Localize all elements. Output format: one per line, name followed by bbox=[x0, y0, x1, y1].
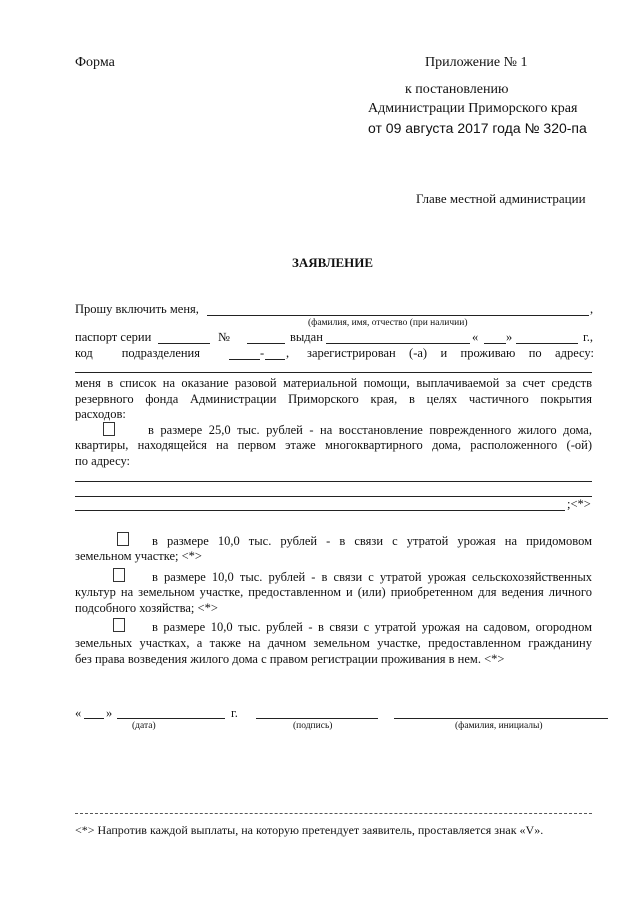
code-comma: , bbox=[286, 346, 290, 360]
footnote-divider bbox=[75, 813, 592, 814]
sign-year-suffix: г. bbox=[231, 706, 238, 720]
sign-quote-open: « bbox=[75, 706, 82, 720]
registered-label: зарегистрирован (-а) и проживаю по адресу: bbox=[307, 346, 594, 360]
option-1-checkbox[interactable] bbox=[103, 422, 115, 436]
division-code-part1[interactable] bbox=[229, 359, 260, 360]
division-code-part2[interactable] bbox=[265, 359, 285, 360]
issued-by-field[interactable] bbox=[326, 343, 470, 344]
sign-day-field[interactable] bbox=[84, 718, 104, 719]
quote-close: » bbox=[506, 330, 513, 344]
option-1-line-2: квартиры, находящейся на первом этаже многоквартирного дома, расположенного (-ой) bbox=[75, 438, 592, 452]
option-4-line-3: без права возведения жилого дома с правом регистрации проживания в нем. <*> bbox=[75, 652, 505, 666]
option-2-line-1: в размере 10,0 тыс. рублей - в связи с утратой урожая на придомовом bbox=[152, 534, 592, 548]
appendix-resolution: к постановлению bbox=[405, 82, 509, 97]
quote-open: « bbox=[472, 330, 479, 344]
option-1-line-1: в размере 25,0 тыс. рублей - на восстановление поврежденного жилого дома, bbox=[148, 423, 592, 437]
passport-series-field[interactable] bbox=[158, 343, 210, 344]
name-caption: (фамилия, инициалы) bbox=[455, 721, 543, 731]
division-code-label: код подразделения bbox=[75, 346, 200, 360]
option-1-footnote-mark: ;<*> bbox=[567, 497, 591, 511]
appendix-date: от 09 августа 2017 года № 320-па bbox=[368, 120, 587, 136]
comma: , bbox=[590, 302, 594, 316]
fullname-caption: (фамилия, имя, отчество (при наличии) bbox=[308, 318, 468, 328]
sign-month-year-field[interactable] bbox=[117, 718, 225, 719]
option-4-line-2: земельных участках, а также на дачном земельном участке, предоставленном гражданину bbox=[75, 636, 592, 650]
code-dash: - bbox=[260, 346, 265, 360]
footnote-text: <*> Напротив каждой выплаты, на которую претендует заявитель, проставляется знак «V». bbox=[75, 823, 544, 837]
date-caption: (дата) bbox=[132, 721, 156, 731]
option-1-address-line-2[interactable] bbox=[75, 496, 592, 497]
appendix-authority: Администрации Приморского края bbox=[368, 101, 578, 116]
issue-month-year-field[interactable] bbox=[516, 343, 578, 344]
passport-number-label: № bbox=[218, 330, 230, 344]
name-initials-field[interactable] bbox=[394, 718, 608, 719]
signature-field[interactable] bbox=[256, 718, 378, 719]
issued-label: выдан bbox=[290, 330, 323, 344]
option-2-checkbox[interactable] bbox=[117, 532, 129, 546]
signature-caption: (подпись) bbox=[293, 721, 333, 731]
purpose-line-2: резервного фонда Администрации Приморского края, в целях частичного покрытия bbox=[75, 392, 592, 406]
passport-series-label: паспорт серии bbox=[75, 330, 152, 344]
year-suffix: г., bbox=[583, 330, 593, 344]
fullname-field[interactable] bbox=[207, 315, 589, 316]
option-1-address-line-3[interactable] bbox=[75, 510, 565, 511]
option-3-checkbox[interactable] bbox=[113, 568, 125, 582]
option-3-line-2: культур на земельном участке, предоставленном и (или) приобретенном для ведения личного bbox=[75, 585, 592, 599]
purpose-line-1: меня в список на оказание разовой материальной помощи, выплачиваемой за счет средств bbox=[75, 376, 592, 390]
option-3-line-3: подсобного хозяйства; <*> bbox=[75, 601, 218, 615]
passport-number-field[interactable] bbox=[247, 343, 285, 344]
address-field[interactable] bbox=[75, 372, 592, 373]
issue-day-field[interactable] bbox=[484, 343, 506, 344]
option-1-address-line-1[interactable] bbox=[75, 481, 592, 482]
form-label: Форма bbox=[75, 55, 115, 70]
sign-quote-close: » bbox=[106, 706, 113, 720]
option-4-line-1: в размере 10,0 тыс. рублей - в связи с утратой урожая на садовом, огородном bbox=[152, 620, 592, 634]
appendix-number: Приложение № 1 bbox=[425, 55, 528, 70]
document-title: ЗАЯВЛЕНИЕ bbox=[292, 255, 374, 270]
purpose-line-3: расходов: bbox=[75, 407, 126, 421]
option-4-checkbox[interactable] bbox=[113, 618, 125, 632]
addressee: Главе местной администрации bbox=[416, 191, 586, 206]
option-3-line-1: в размере 10,0 тыс. рублей - в связи с утратой урожая сельскохозяйственных bbox=[152, 570, 592, 584]
option-1-line-3: по адресу: bbox=[75, 454, 131, 468]
request-intro: Прошу включить меня, bbox=[75, 302, 199, 316]
option-2-line-2: земельном участке; <*> bbox=[75, 549, 202, 563]
